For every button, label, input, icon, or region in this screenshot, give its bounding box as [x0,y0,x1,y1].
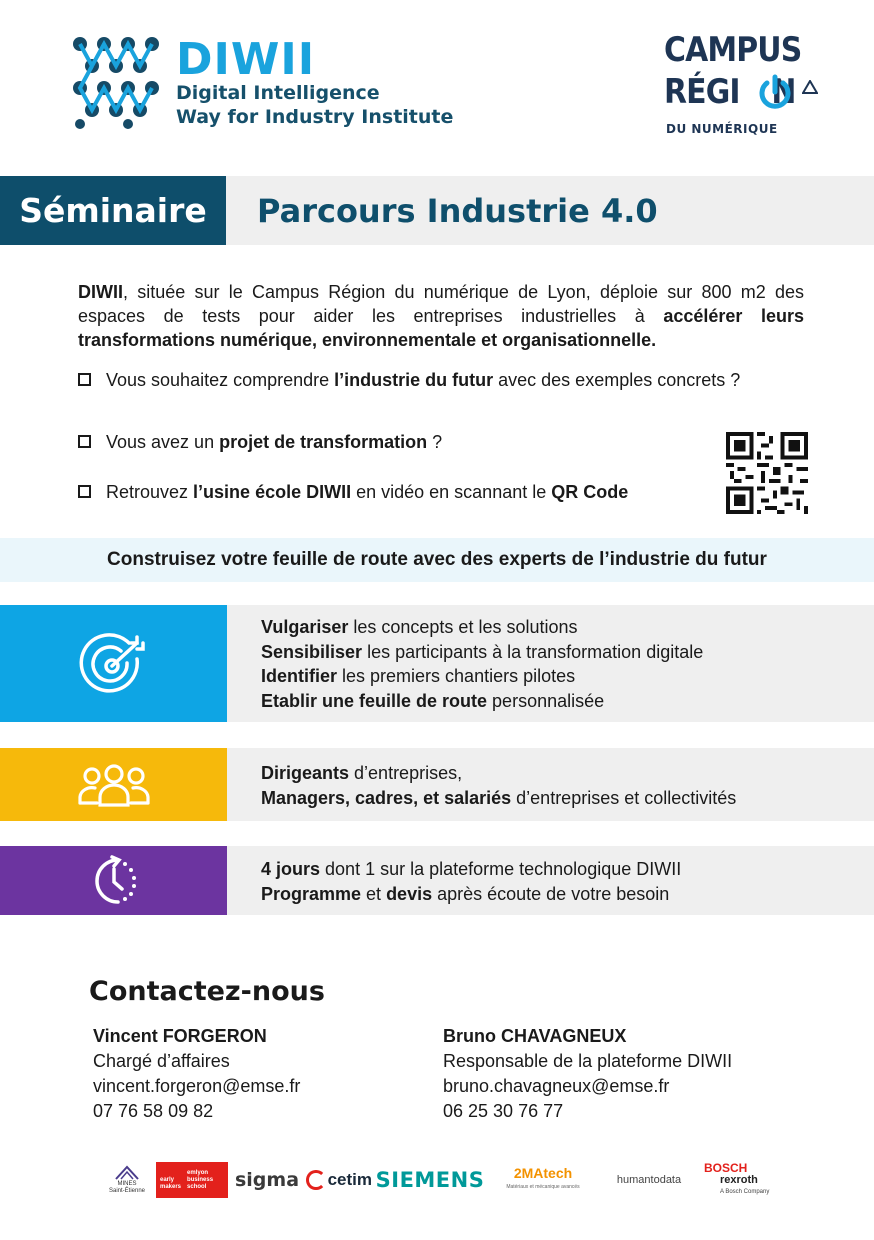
contact-role: Chargé d’affaires [93,1051,230,1071]
em-line: early [160,1176,175,1183]
contact-card [93,1024,300,1124]
objective-bold: Etablir une feuille de route [261,690,488,711]
2matech-name: 2MAtech [513,1165,573,1181]
audience-text-span: d’entreprises et collectivités [511,787,737,808]
duration-bold: devis [386,883,433,904]
bosch-company: A Bosch Company [720,1189,770,1195]
objective-text: les premiers chantiers pilotes [337,666,576,686]
checkbox-icon [78,435,91,448]
em-line: emlyon [187,1169,209,1176]
sigma-logo: sigma [234,1169,300,1191]
objective-line [261,689,703,714]
contact-phone[interactable]: 06 25 30 76 77 [443,1101,564,1121]
checkbox-icon [78,485,91,498]
duration-text [261,857,681,906]
checklist-bold: projet de transformation [219,432,428,452]
campus-region-logo [664,30,824,140]
objective-line [261,640,703,665]
target-icon [79,629,149,699]
audience-bold: Dirigeants [261,763,350,783]
em-line: makers [160,1183,182,1190]
contact-name: Bruno CHAVAGNEUX [443,1026,627,1046]
bosch-name: BOSCH [704,1161,748,1175]
checklist-text: Vous avez un [106,432,220,452]
diwii-title: DIWII [176,34,316,85]
diwii-subtitle-line2: Way for Industry Institute [176,106,454,128]
campus-line2-suffix: N [771,72,796,112]
checklist-text: Retrouvez [106,482,194,502]
cetim-ring-icon [306,1170,326,1190]
mines-name: MINES [117,1181,137,1187]
mines-logo [104,1156,150,1204]
bosch-rexroth-logo [704,1156,776,1204]
2matech-logo [492,1156,594,1204]
contact-card [443,1024,732,1124]
em-line: school [187,1183,207,1190]
cetim-name: cetim [327,1170,372,1189]
duration-bold: Programme [261,883,362,904]
objective-bold: Vulgariser [261,617,349,637]
partner-logos [100,1156,780,1204]
power-icon [758,74,792,112]
contact-title: Contactez-nous [89,976,325,1007]
intro-emphasis: accélérer leurs transformations numérique, environnementale et organisationnelle. [78,306,804,350]
objective-line [261,664,703,689]
campus-line2-text: RÉGI [664,72,740,112]
roadmap-banner: Construisez votre feuille de route avec des experts de l’industrie du futur [0,538,874,582]
page-title: Parcours Industrie 4.0 [257,191,658,230]
diwii-logo [68,34,454,134]
rexroth-name: rexroth [720,1174,758,1186]
objective-text: personnalisée [487,690,605,711]
objective-text: les concepts et les solutions [348,617,578,637]
campus-line3: DU NUMÉRIQUE [666,122,778,136]
audience-text-span: d’entreprises, [349,763,463,783]
checkbox-icon [78,373,91,386]
checklist-item [78,368,804,392]
audience-line [261,786,736,811]
objective-bold: Sensibiliser [261,641,363,662]
checklist-item [78,430,698,454]
duration-row [0,846,874,915]
intro-text: , située sur le Campus Région du numérique de Lyon, déploie sur 800 m2 des espaces de tests pour aider les entreprises industrielles à [78,282,804,326]
checklist-bold: l’industrie du futur [334,370,494,390]
duration-bold: 4 jours [261,859,321,879]
diwii-subtitle-line1: Digital Intelligence [176,82,380,104]
qr-code-icon[interactable] [726,432,808,514]
intro-brand: DIWII [78,282,123,302]
title-band [0,176,874,245]
em-line: business [187,1176,214,1183]
duration-line [261,882,681,907]
em-lyon-logo [156,1162,228,1198]
contact-phone[interactable]: 07 76 58 09 82 [93,1101,214,1121]
triangle-icon [802,80,818,94]
cetim-logo [306,1156,372,1204]
mines-city: Saint-Étienne [108,1188,146,1194]
clock-icon [88,855,140,907]
audience-row [0,748,874,821]
audience-line [261,761,736,786]
objective-bold: Identifier [261,666,338,686]
objective-line [261,615,703,640]
objectives-row [0,605,874,722]
duration-icon-panel [0,846,227,915]
checklist-text: ? [427,432,443,452]
diwii-network-icon [68,34,168,130]
seminar-label: Séminaire [0,176,226,245]
duration-line [261,857,681,882]
siemens-logo: SIEMENS [375,1168,485,1192]
audience-icon-panel [0,748,227,821]
checklist-bold: l’usine école DIWII [193,482,352,502]
duration-text-span: dont 1 sur la plateforme technologique DIWII [320,859,682,879]
campus-line1: CAMPUS [664,30,802,70]
objective-text: les participants à la transformation digitale [362,641,704,662]
checklist-bold: QR Code [551,482,629,502]
duration-text-span: après écoute de votre besoin [432,883,670,904]
humantodata-logo: humantodata [616,1174,682,1186]
audience-bold: Managers, cadres, et salariés [261,787,512,808]
2matech-tagline: Matériaux et mécanique avancés [506,1184,580,1190]
checklist-text: avec des exemples concrets ? [493,370,741,390]
mines-emblem-icon [114,1165,140,1181]
duration-text-span: et [361,883,387,904]
contact-role: Responsable de la plateforme DIWII [443,1051,733,1071]
objectives-icon-panel [0,605,227,722]
checklist-item [78,480,718,504]
people-icon [77,761,151,809]
contact-name: Vincent FORGERON [93,1026,267,1046]
checklist-text: Vous souhaitez comprendre [106,370,335,390]
checklist-text: en vidéo en scannant le [351,482,552,502]
contact-email[interactable]: bruno.chavagneux@emse.fr [443,1076,670,1096]
audience-text [261,761,736,810]
contact-email[interactable]: vincent.forgeron@emse.fr [93,1076,301,1096]
intro-paragraph [78,280,804,352]
objectives-text [261,615,703,713]
